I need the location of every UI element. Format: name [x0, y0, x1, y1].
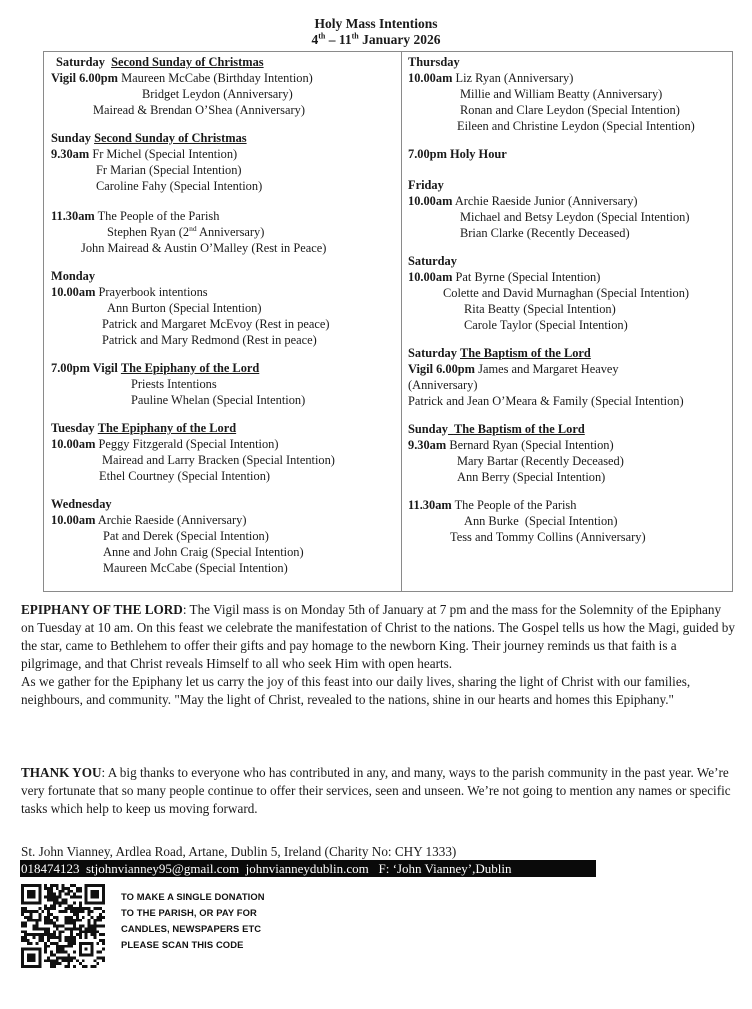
intention: Tess and Tommy Collins (Anniversary)	[450, 530, 646, 544]
day-label: Saturday	[56, 55, 105, 69]
donation-line: TO MAKE A SINGLE DONATION	[121, 891, 265, 902]
mass-time: Vigil 6.00pm	[408, 362, 476, 376]
intention: Rita Beatty (Special Intention)	[464, 302, 616, 316]
intention: Pauline Whelan (Special Intention)	[131, 393, 306, 407]
donation-line: CANDLES, NEWSPAPERS ETC	[121, 923, 262, 934]
left-column	[51, 54, 396, 588]
feast-label: Second Sunday of Christmas	[111, 55, 264, 69]
monday-vigil-block	[51, 360, 396, 408]
date-end: – 11	[325, 32, 352, 47]
intention: Stephen Ryan (2nd Anniversary)	[107, 223, 265, 239]
column-divider	[401, 52, 402, 591]
intention: Maureen McCabe (Special Intention)	[103, 561, 288, 575]
intention: James and Margaret Heavey	[478, 362, 619, 376]
thank-you-notice	[21, 764, 736, 818]
title-main: Holy Mass Intentions	[314, 16, 438, 31]
right-column	[408, 54, 733, 557]
intention: Priests Intentions	[131, 377, 217, 391]
intention: Carole Taylor (Special Intention)	[464, 318, 628, 332]
mass-time: 9.30am	[408, 438, 447, 452]
sunday-block	[51, 130, 396, 194]
title-dates	[0, 32, 752, 48]
mass-time: 10.00am	[408, 194, 453, 208]
day-label: Saturday	[408, 346, 457, 360]
mass-time: Vigil 6.00pm	[51, 71, 119, 85]
day-label: Sunday	[51, 131, 91, 145]
sunday-block	[408, 421, 733, 485]
donation-line: TO THE PARISH, OR PAY FOR	[121, 907, 257, 918]
date-end-suffix: th	[351, 31, 359, 41]
facebook-link[interactable]: F: ‘John Vianney’,Dublin	[378, 861, 512, 876]
intention: Patrick and Mary Redmond (Rest in peace)	[102, 333, 317, 347]
friday-block	[408, 177, 733, 241]
intention: Bernard Ryan (Special Intention)	[449, 438, 614, 452]
intention: Ann Berry (Special Intention)	[457, 470, 606, 484]
intention: Archie Raeside (Anniversary)	[97, 513, 247, 527]
day-label: Sunday	[408, 422, 448, 436]
intention: John Mairead & Austin O’Malley (Rest in Peace)	[81, 241, 327, 255]
intention: Peggy Fitzgerald (Special Intention)	[98, 437, 279, 451]
intention: Millie and William Beatty (Anniversary)	[460, 87, 663, 101]
intention: Ann Burton (Special Intention)	[107, 301, 262, 315]
intention: Brian Clarke (Recently Deceased)	[460, 226, 630, 240]
day-label: Friday	[408, 178, 444, 192]
feast-label: Second Sunday of Christmas	[94, 131, 247, 145]
notice-text: : The Vigil mass is on Monday 5th of January at 7 pm and the mass for the Solemnity of the Epiphany on Tuesday at 10 am. On this feast we celebrate the manifestation of Christ to the nations. The Gospel tells us how the Magi, guided by the star, came to Bethlehem to offer their gifts and pay homage to the newborn King. Their journey reminds us that faith is a pilgrimage, and that Christ reveals Himself to all who seek Him with open hearts.	[21, 602, 735, 671]
day-label: Wednesday	[51, 497, 112, 511]
intention: The People of the Parish	[454, 498, 577, 512]
mass-time: 7.00pm Vigil	[51, 361, 118, 375]
intention: Ann Burke (Special Intention)	[464, 514, 618, 528]
qr-code-icon[interactable]	[21, 884, 105, 968]
saturday-vigil-block	[51, 54, 396, 118]
donation-instructions	[121, 889, 265, 953]
feast-label: The Epiphany of the Lord	[120, 361, 260, 375]
mass-time: 10.00am	[408, 270, 453, 284]
day-label: Thursday	[408, 55, 460, 69]
notice-heading: THANK YOU	[21, 765, 102, 780]
intention: Ethel Courtney (Special Intention)	[99, 469, 271, 483]
mass-time: 10.00am	[51, 285, 96, 299]
website-link[interactable]: johnvianneydublin.com	[245, 861, 369, 876]
mass-intentions-table	[43, 51, 733, 592]
mass-time: 11.30am	[51, 209, 95, 223]
intention: Patrick and Jean O’Meara & Family (Special Intention)	[408, 394, 684, 408]
intention: Mairead and Larry Bracken (Special Intention)	[102, 453, 335, 467]
contact-bar	[20, 860, 596, 877]
date-start: 4	[311, 32, 319, 47]
intention: Fr Michel (Special Intention)	[92, 147, 238, 161]
mass-time: 10.00am	[51, 437, 96, 451]
intention: Eileen and Christine Leydon (Special Intention)	[457, 119, 695, 133]
intention: (Anniversary)	[408, 378, 478, 392]
tuesday-block	[51, 420, 396, 484]
holy-hour: 7.00pm Holy Hour	[408, 147, 507, 161]
day-label: Tuesday	[51, 421, 95, 435]
notice-text: As we gather for the Epiphany let us carry the joy of this feast into our daily lives, sharing the light of Christ with our families, neighbours, and community. "May the light of Christ, revealed to the nations, shine in our hearts and homes this Epiphany."	[21, 674, 691, 707]
notice-text: : A big thanks to everyone who has contributed in any, and many, ways to the parish community in the past year. We’re very fortunate that so many people continue to offer their services, seen and unseen. We’re not going to mention any names or specific tasks which help to keep us moving forward.	[21, 765, 731, 816]
intention: Anne and John Craig (Special Intention)	[103, 545, 304, 559]
intention: Mary Bartar (Recently Deceased)	[457, 454, 624, 468]
epiphany-notice	[21, 601, 736, 709]
sunday-1130-block	[408, 497, 733, 545]
intention: Pat and Derek (Special Intention)	[103, 529, 269, 543]
intention: Liz Ryan (Anniversary)	[455, 71, 574, 85]
parish-address: St. John Vianney, Ardlea Road, Artane, Dublin 5, Ireland (Charity No: CHY 1333)	[21, 844, 457, 859]
mass-time: 10.00am	[408, 71, 453, 85]
saturday-vigil-block	[408, 345, 733, 409]
intention: Maureen McCabe (Birthday Intention)	[121, 71, 313, 85]
intention: Mairead & Brendan O’Shea (Anniversary)	[93, 103, 305, 117]
intention: Ronan and Clare Leydon (Special Intention)	[460, 103, 680, 117]
intention: Colette and David Murnaghan (Special Intention)	[443, 286, 690, 300]
intention: Pat Byrne (Special Intention)	[455, 270, 601, 284]
intention: Michael and Betsy Leydon (Special Intention)	[460, 210, 690, 224]
feast-label: The Baptism of the Lord	[453, 422, 585, 436]
sunday-1130-block	[51, 208, 396, 256]
intention: Fr Marian (Special Intention)	[96, 163, 242, 177]
mass-time: 11.30am	[408, 498, 452, 512]
email-link[interactable]: stjohnvianney95@gmail.com	[86, 861, 240, 876]
wednesday-block	[51, 496, 396, 576]
feast-label: The Baptism of the Lord	[460, 346, 591, 360]
mass-time: 10.00am	[51, 513, 96, 527]
mass-time: 9.30am	[51, 147, 90, 161]
day-label: Monday	[51, 269, 96, 283]
intention: Archie Raeside Junior (Anniversary)	[454, 194, 638, 208]
date-month-year: January 2026	[358, 32, 441, 47]
saturday-block	[408, 253, 733, 333]
thursday-block	[408, 54, 733, 134]
intention: Bridget Leydon (Anniversary)	[142, 87, 293, 101]
intention: The People of the Parish	[97, 209, 220, 223]
phone-number[interactable]: 018474123	[21, 861, 80, 876]
day-label: Saturday	[408, 254, 457, 268]
notice-heading: EPIPHANY OF THE LORD	[21, 602, 183, 617]
page-title	[0, 16, 752, 48]
intention: Caroline Fahy (Special Intention)	[96, 179, 263, 193]
date-start-suffix: th	[318, 31, 326, 41]
intention: Patrick and Margaret McEvoy (Rest in peace)	[102, 317, 330, 331]
monday-block	[51, 268, 396, 348]
donation-line: PLEASE SCAN THIS CODE	[121, 939, 244, 950]
intention: Prayerbook intentions	[98, 285, 208, 299]
feast-label: The Epiphany of the Lord	[97, 421, 237, 435]
